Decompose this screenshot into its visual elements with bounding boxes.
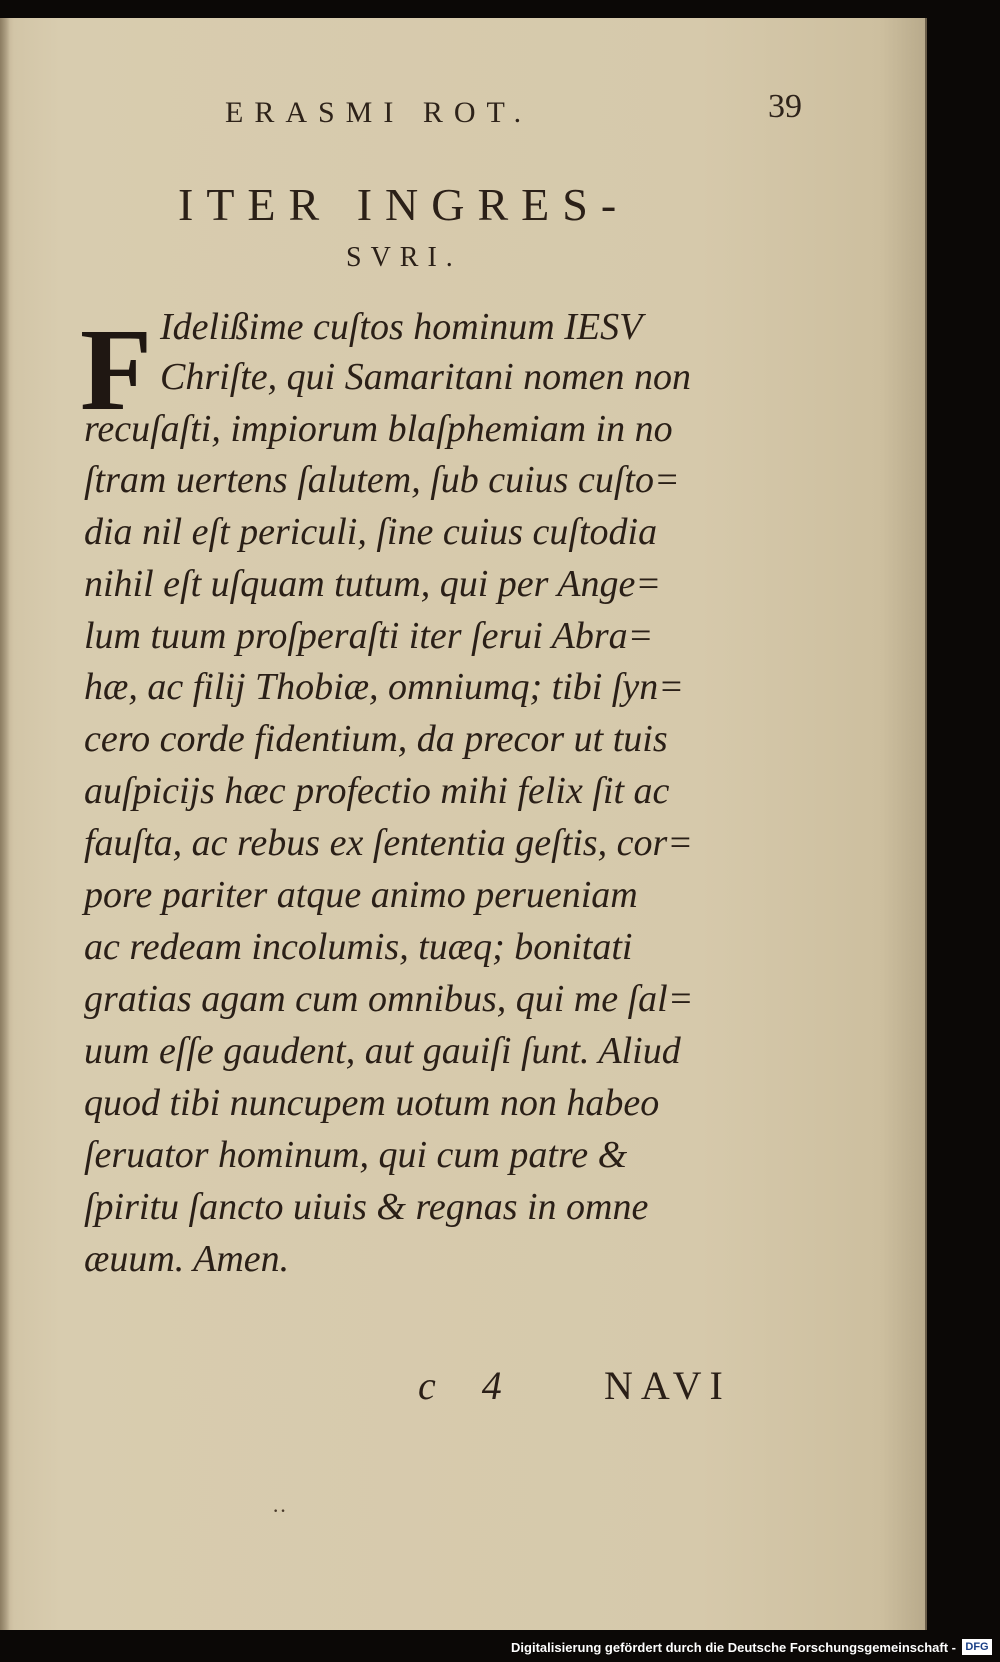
dfg-logo: DFG (962, 1639, 992, 1655)
body-line-9: cero corde fidentium, da precor ut tuis (84, 718, 668, 760)
body-line-12: pore pariter atque animo perueniam (84, 874, 638, 916)
gutter-shadow (0, 18, 10, 1630)
body-line-6: nihil eſt uſquam tutum, qui per Ange= (84, 563, 661, 605)
body-line-13: ac redeam incolumis, tuæq; bonitati (84, 926, 633, 968)
body-line-2: Chriſte, qui Samaritani nomen non (160, 356, 691, 398)
section-title-line-1: ITER INGRES- (178, 179, 630, 230)
body-line-17: ſeruator hominum, qui cum patre & (84, 1134, 628, 1176)
body-line-16: quod tibi nuncupem uotum non habeo (84, 1082, 660, 1124)
body-line-1: Idelißime cuſtos hominum IESV (160, 306, 643, 348)
body-line-3: recuſaſti, impiorum blaſphemiam in no (84, 408, 673, 450)
drop-initial: F (80, 304, 153, 435)
section-title-line-2: SVRI. (346, 242, 462, 273)
signature-mark: c 4 (418, 1363, 520, 1408)
body-line-19: æuum. Amen. (84, 1238, 290, 1280)
catchword: NAVI (604, 1363, 731, 1408)
digitization-credit: Digitalisierung gefördert durch die Deutsche Forschungsgemeinschaft - (511, 1640, 956, 1655)
body-line-5: dia nil eſt periculi, ſine cuius cuſtodia (84, 511, 658, 553)
body-line-10: auſpicijs hæc profectio mihi felix ſit ac (84, 770, 670, 812)
body-line-14: gratias agam cum omnibus, qui me ſal= (84, 978, 694, 1020)
body-line-18: ſpiritu ſancto uiuis & regnas in omne (84, 1186, 649, 1228)
body-line-4: ſtram uertens ſalutem, ſub cuius cuſto= (84, 459, 680, 501)
running-head: ERASMI ROT. (225, 96, 533, 129)
body-line-15: uum eſſe gaudent, aut gauiſi ſunt. Aliud (84, 1030, 681, 1072)
ornament-dots: ·· (272, 1498, 287, 1523)
body-line-8: hæ, ac filij Thobiæ, omniumq; tibi ſyn= (84, 666, 684, 708)
page-number: 39 (768, 88, 802, 125)
body-line-7: lum tuum proſperaſti iter ſerui Abra= (84, 615, 654, 657)
body-line-11: fauſta, ac rebus ex ſententia geſtis, cor= (84, 822, 693, 864)
